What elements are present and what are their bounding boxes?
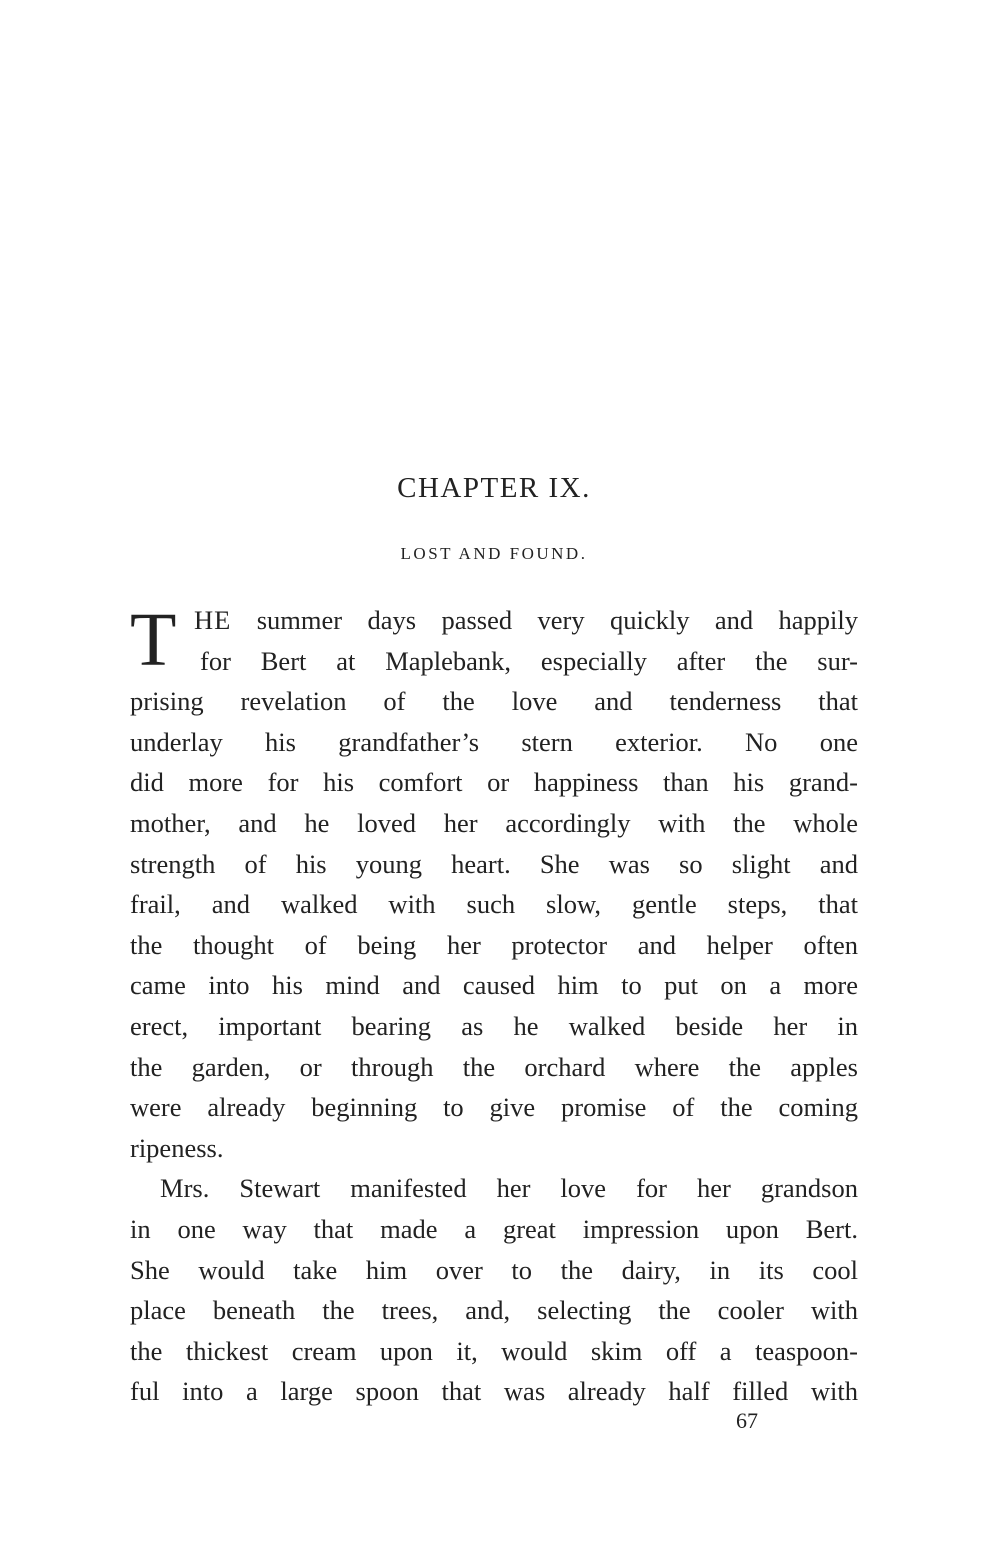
- paragraph-1-line: erect, important bearing as he walked beside her in: [130, 1010, 858, 1041]
- paragraph-1-line: frail, and walked with such slow, gentle steps, that: [130, 889, 858, 920]
- paragraph-1-line: mother, and he loved her accordingly with the whole: [130, 807, 858, 838]
- paragraph-1-line-1: HE summer days passed very quickly and happily: [194, 605, 859, 635]
- paragraph-2-line: the thickest cream upon it, would skim off a teaspoon-: [130, 1335, 858, 1366]
- paragraph-2-line: ful into a large spoon that was already half filled with: [130, 1376, 858, 1407]
- paragraph-1-line: the thought of being her protector and helper often: [130, 929, 858, 960]
- page-number: 67: [736, 1408, 758, 1433]
- paragraph-2-line: She would take him over to the dairy, in its cool: [130, 1254, 858, 1285]
- drop-cap: T: [130, 598, 177, 682]
- paragraph-1-line: underlay his grandfather’s stern exterior. No one: [130, 726, 858, 757]
- chapter-title: CHAPTER IX.: [397, 472, 591, 504]
- paragraph-1-line: were already beginning to give promise of the coming: [130, 1092, 858, 1123]
- chapter-subtitle: LOST AND FOUND.: [400, 544, 588, 563]
- paragraph-1-line: the garden, or through the orchard where the apples: [130, 1051, 858, 1082]
- body-text: [130, 600, 858, 1412]
- paragraph-2-line: in one way that made a great impression upon Bert.: [130, 1213, 858, 1244]
- paragraph-2-line: place beneath the trees, and, selecting the cooler with: [130, 1295, 858, 1326]
- paragraph-2-line: Mrs. Stewart manifested her love for her grandson: [160, 1173, 858, 1204]
- paragraph-1-line-2: for Bert at Maplebank, especially after the sur-: [200, 645, 858, 676]
- first-word-rest: HE: [194, 605, 232, 635]
- paragraph-1-line: prising revelation of the love and tenderness that: [130, 686, 858, 717]
- paragraph-1-line: strength of his young heart. She was so slight and: [130, 848, 858, 879]
- paragraph-1-line: did more for his comfort or happiness than his grand-: [130, 767, 858, 798]
- paragraph-1-line: came into his mind and caused him to put on a more: [130, 970, 858, 1001]
- paragraph-1-line-last: ripeness.: [130, 1132, 224, 1163]
